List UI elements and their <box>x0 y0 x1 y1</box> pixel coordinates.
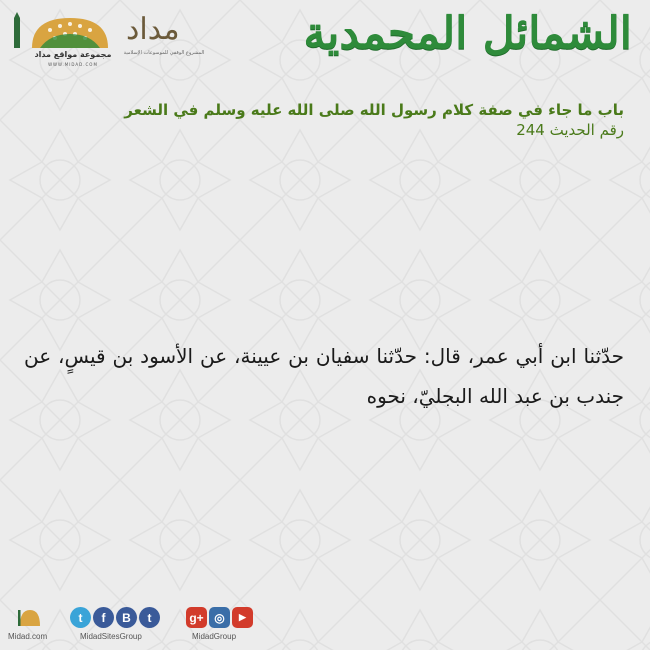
instagram-icon[interactable]: ◎ <box>209 607 230 628</box>
twitter-icon[interactable]: t <box>70 607 91 628</box>
mosque-dome-icon <box>10 12 110 52</box>
group-url: WWW.MIDAD.COM <box>48 62 98 67</box>
midad-small-logo-icon[interactable] <box>18 606 42 628</box>
midad-logo-word: مداد <box>126 12 180 47</box>
hadith-text: حدّثنا ابن أبي عمر، قال: حدّثنا سفيان بن عيينة، عن الأسود بن قيسٍ، عن جندب بن عبد الله البجليّ، نحوه <box>24 344 624 408</box>
site-label[interactable]: Midad.com <box>8 632 48 641</box>
book-title: الشمائل المحمدية <box>303 8 632 59</box>
facebook-icon[interactable]: f <box>93 607 114 628</box>
tumblr-icon[interactable]: t <box>139 607 160 628</box>
group-name: مجموعة مواقع مداد <box>34 50 112 59</box>
group-label[interactable]: MidadGroup <box>192 632 237 641</box>
chapter-heading: باب ما جاء في صفة كلام رسول الله صلى الله عليه وسلم في الشعر <box>124 101 624 119</box>
midad-logo <box>118 12 210 64</box>
blogger-icon[interactable]: B <box>116 607 137 628</box>
midad-group-logo <box>10 12 110 70</box>
midad-logo-subtitle: المشروع الوقفي للموسوعات الإسلامية <box>123 50 205 56</box>
google-plus-icon[interactable]: g+ <box>186 607 207 628</box>
youtube-icon[interactable]: ▶ <box>232 607 253 628</box>
hadith-number: رقم الحديث 244 <box>516 121 624 139</box>
sites-group-label[interactable]: MidadSitesGroup <box>80 632 142 641</box>
